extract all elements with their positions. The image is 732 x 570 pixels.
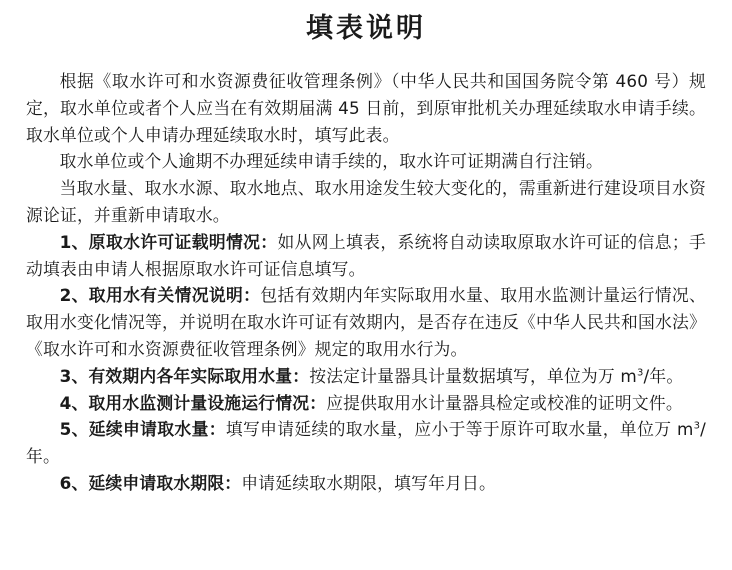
item-3 bbox=[26, 363, 706, 390]
intro-paragraph-3: 当取水量、取水水源、取水地点、取水用途发生较大变化的，需重新进行建设项目水资源论证，并重新申请取水。 bbox=[26, 178, 706, 225]
item-5-number: 5、 bbox=[59, 419, 89, 440]
item-4-heading-text: 取用水监测计量设施运行情况： bbox=[88, 392, 327, 413]
item-5-body: 填写申请延续的取水量，应小于等于原许可取水量，单位万 m bbox=[225, 419, 694, 440]
item-3-heading bbox=[60, 366, 310, 386]
item-2-heading-text: 取用水有关情况说明： bbox=[88, 285, 261, 306]
item-5 bbox=[26, 416, 706, 470]
item-1-heading-text: 原取水许可证载明情况： bbox=[88, 231, 278, 252]
item-2-number: 2、 bbox=[59, 285, 89, 306]
item-4-body: 应提供取用水计量器具检定或校准的证明文件。 bbox=[326, 392, 683, 413]
item-1-body: 如从网上填表，系统将自动读取原取水许可证的信息；手动填表由申请人根据原取水许可证信息填写。 bbox=[26, 231, 706, 279]
item-3-body-end: /年。 bbox=[643, 365, 684, 386]
item-6-number: 6、 bbox=[59, 472, 89, 493]
item-1 bbox=[26, 229, 706, 283]
item-2-heading bbox=[60, 285, 261, 305]
document-title: 填表说明 bbox=[306, 13, 426, 44]
intro-paragraph-1: 根据《取水许可和水资源费征收管理条例》（中华人民共和国国务院令第 460 号）规定，取水单位或者个人应当在有效期届满 45 日前，到原审批机关办理延续取水申请手续。取水单位或个人申请办理延续取水时，填写此表。 bbox=[26, 71, 706, 145]
item-4-heading bbox=[60, 393, 327, 413]
intro-paragraph-2: 取水单位或个人逾期不办理延续申请手续的，取水许可证期满自行注销。 bbox=[59, 151, 603, 172]
item-5-heading bbox=[60, 419, 226, 439]
item-6-heading bbox=[60, 473, 242, 493]
item-4-number: 4、 bbox=[59, 392, 89, 413]
item-3-heading-text: 有效期内各年实际取用水量： bbox=[88, 365, 310, 386]
item-5-heading-text: 延续申请取水量： bbox=[88, 419, 226, 440]
item-5-unit-superscript: 3 bbox=[693, 420, 701, 432]
item-3-body: 按法定计量器具计量数据填写，单位为万 m bbox=[309, 365, 637, 386]
item-6-body: 申请延续取水期限，填写年月日。 bbox=[241, 472, 497, 493]
item-3-number: 3、 bbox=[59, 365, 89, 386]
item-3-unit-superscript: 3 bbox=[636, 367, 644, 379]
item-6 bbox=[26, 470, 706, 497]
item-2-body: 包括有效期内年实际取用水量、取用水监测计量运行情况、取用水变化情况等，并说明在取水许可证有效期内，是否存在违反《中华人民共和国水法》《取水许可和水资源费征收管理条例》规定的取用水行为。 bbox=[26, 285, 707, 359]
item-1-heading bbox=[60, 232, 278, 252]
item-2 bbox=[26, 282, 706, 362]
item-6-heading-text: 延续申请取水期限： bbox=[88, 472, 242, 493]
item-1-number: 1、 bbox=[59, 231, 89, 252]
item-5-body-end: /年。 bbox=[26, 419, 706, 467]
item-4 bbox=[26, 390, 706, 417]
